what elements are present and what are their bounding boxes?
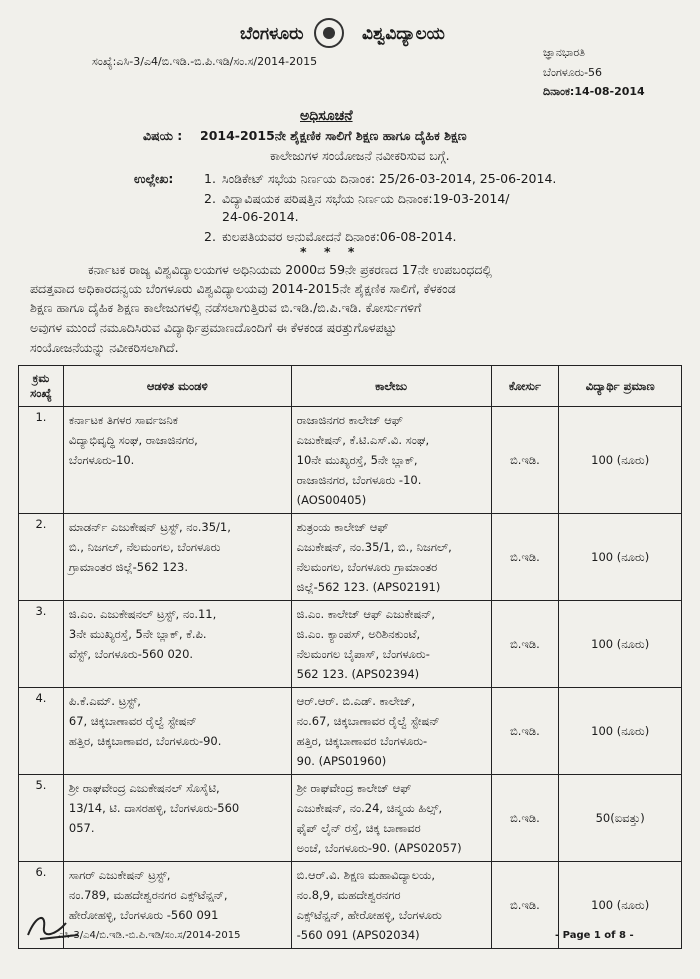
reference-item-3-text: ಕುಲಪತಿಯವರ ಅನುಮೋದನೆ ದಿನಾಂಕ:06-08-2014. bbox=[222, 229, 457, 244]
management-line: ಬಿ., ನಿಜಗಲ್, ನೆಲಮಂಗಲ, ಬೆಂಗಳೂರು bbox=[68, 540, 221, 554]
table-row bbox=[19, 407, 682, 514]
college-line: 562 123. (APS02394) bbox=[296, 667, 420, 681]
management-line: ಬೆಂಗಳೂರು-10. bbox=[68, 453, 135, 467]
row-course: ಬಿ.ಇಡಿ. bbox=[491, 775, 559, 862]
body-line-3: ಶಿಕ್ಷಣ ಹಾಗೂ ದೈಹಿಕ ಶಿಕ್ಷಣ ಕಾಲೇಜುಗಳಲ್ಲಿ ನಡೆಸಲಾಗುತ್ತಿರುವ ಬಿ.ಇಡಿ./ಬಿ.ಪಿ.ಇಡಿ. ಕೋರ್ಸುಗಳಿಗೆ bbox=[30, 300, 422, 315]
header-intake: ವಿದ್ಯಾರ್ಥಿ ಪ್ರಮಾಣ bbox=[559, 366, 682, 407]
row-serial: 1. bbox=[19, 407, 64, 514]
row-intake: 100 (ನೂರು) bbox=[559, 514, 682, 601]
college-line: ನಂ.8,9, ಮಹದೇಶ್ವರನಗರ bbox=[296, 888, 401, 902]
college-line: 10ನೇ ಮುಖ್ಯರಸ್ತೆ, 5ನೇ ಬ್ಲಾಕ್, bbox=[296, 453, 418, 467]
management-line: ಮಾಡರ್ನ್ ಎಜುಕೇಷನ್ ಟ್ರಸ್ಟ್, ನಂ.35/1, bbox=[68, 520, 231, 534]
document-date: ದಿನಾಂಕ:14-08-2014 bbox=[543, 85, 645, 98]
college-line: ಎಜುಕೇಷನ್, ಕೆ.ಟಿ.ಎಸ್.ವಿ. ಸಂಘ, bbox=[296, 433, 430, 447]
colleges-table bbox=[18, 365, 682, 949]
college-line: ಅಂಚೆ, ಬೆಂಗಳೂರು-90. (APS02057) bbox=[296, 841, 462, 855]
college-line: (AOS00405) bbox=[296, 493, 367, 507]
table-header-row bbox=[19, 366, 682, 407]
table-row bbox=[19, 775, 682, 862]
row-college bbox=[291, 407, 491, 514]
college-line: ಶ್ರೀ ರಾಘವೇಂದ್ರ ಕಾಲೇಜ್ ಆಫ್ bbox=[296, 781, 412, 795]
college-line: ಫೈಪ್ ಲೈನ್ ರಸ್ತೆ, ಚಿಕ್ಕ ಬಾಣಾವರ bbox=[296, 821, 421, 835]
college-line: ಜಿ.ಎಂ. ಕಾಲೇಜ್ ಆಫ್ ಎಜುಕೇಷನ್, bbox=[296, 607, 436, 621]
row-course: ಬಿ.ಇಡಿ. bbox=[491, 688, 559, 775]
university-emblem-icon bbox=[314, 18, 344, 48]
row-intake: 50(ಐವತ್ತು) bbox=[559, 775, 682, 862]
college-line: -560 091 (APS02034) bbox=[296, 928, 420, 942]
college-line: ರಾಜಾಜಿನಗರ, ಬೆಂಗಳೂರು -10. bbox=[296, 473, 422, 487]
college-line: ಎಜುಕೇಷನ್, ನಂ.24, ಚಿನ್ಮಯ ಹಿಲ್ಸ್, bbox=[296, 801, 443, 815]
college-line: ಜಿಲ್ಲೆ-562 123. (APS02191) bbox=[296, 580, 441, 594]
row-intake: 100 (ನೂರು) bbox=[559, 688, 682, 775]
college-line: ನೆಲಮಂಗಲ, ಬೆಂಗಳೂರು ಗ್ರಾಮಾಂತರ bbox=[296, 560, 438, 574]
management-line: ಹತ್ತಿರ, ಚಿಕ್ಕಬಾಣಾವರ, ಬೆಂಗಳೂರು-90. bbox=[68, 734, 222, 748]
footer-reference: ಎಸಿ-3/ಎ4/ಬಿ.ಇಡಿ.-ಬಿ.ಪಿ.ಇಡಿ/ಸಂ.ಸ/2014-2015 bbox=[58, 930, 241, 941]
management-line: ಕರ್ನಾಟಕ ತಿಗಳರ ಸಾರ್ವಜನಿಕ bbox=[68, 413, 178, 427]
table-row bbox=[19, 688, 682, 775]
table-row bbox=[19, 514, 682, 601]
header-serial: ಕ್ರಮ ಸಂಖ್ಯೆ bbox=[19, 366, 64, 407]
management-line: ಸಾಗರ್ ಎಜುಕೇಷನ್ ಟ್ರಸ್ಟ್, bbox=[68, 868, 171, 882]
body-line-1: ಕರ್ನಾಟಕ ರಾಜ್ಯ ವಿಶ್ವವಿದ್ಯಾಲಯಗಳ ಅಧಿನಿಯಮ 2000ದ 59ನೇ ಪ್ರಕರಣದ 17ನೇ ಉಪಬಂಧದಲ್ಲಿ bbox=[88, 262, 492, 277]
row-management bbox=[63, 688, 291, 775]
row-serial: 2. bbox=[19, 514, 64, 601]
reference-item-3-num: 2. bbox=[204, 229, 216, 244]
header-college: ಕಾಲೇಜು bbox=[291, 366, 491, 407]
management-line: ಗ್ರಾಮಾಂತರ ಜಿಲ್ಲೆ-562 123. bbox=[68, 560, 189, 574]
body-line-4: ಅವುಗಳ ಮುಂದೆ ನಮೂದಿಸಿರುವ ವಿದ್ಯಾರ್ಥಿಪ್ರಮಾಣದೊಂದಿಗೆ ಈ ಕೆಳಕಂಡ ಷರತ್ತುಗೊಳಪಟ್ಟು bbox=[30, 320, 397, 335]
row-course: ಬಿ.ಇಡಿ. bbox=[491, 601, 559, 688]
management-line: ಜಿ.ಎಂ. ಎಜುಕೇಷನಲ್ ಟ್ರಸ್ಟ್, ನಂ.11, bbox=[68, 607, 217, 621]
body-line-2: ಪದತ್ತವಾದ ಅಧಿಕಾರದನ್ವಯ ಬೆಂಗಳೂರು ವಿಶ್ವವಿದ್ಯಾಲಯವು 2014-2015ನೇ ಶೈಕ್ಷಣಿಕ ಸಾಲಿಗೆ, ಕೆಳಕಂಡ bbox=[30, 281, 456, 296]
management-line: 057. bbox=[68, 821, 95, 835]
management-line: ವಿದ್ಯಾಭಿವೃದ್ಧಿ ಸಂಘ, ರಾಜಾಜಿನಗರ, bbox=[68, 433, 198, 447]
management-line: ವೆಸ್ಟ್, ಬೆಂಗಳೂರು-560 020. bbox=[68, 647, 194, 661]
row-college bbox=[291, 775, 491, 862]
row-course: ಬಿ.ಇಡಿ. bbox=[491, 514, 559, 601]
separator-stars: * * * bbox=[300, 244, 355, 259]
reference-item-1-text: ಸಿಂಡಿಕೇಟ್ ಸಭೆಯ ನಿರ್ಣಯ ದಿನಾಂಕ: 25/26-03-2014, 25-06-2014. bbox=[222, 171, 557, 186]
row-serial: 4. bbox=[19, 688, 64, 775]
reference-item-2-num: 2. bbox=[204, 191, 216, 206]
row-intake: 100 (ನೂರು) bbox=[559, 862, 682, 949]
university-name-left: ಬೆಂಗಳೂರು bbox=[240, 24, 304, 44]
header-course: ಕೋರ್ಸು bbox=[491, 366, 559, 407]
row-serial: 5. bbox=[19, 775, 64, 862]
reference-label: ಉಲ್ಲೇಖ: bbox=[134, 171, 174, 186]
college-line: ಎಜುಕೇಷನ್, ನಂ.35/1, ಬಿ., ನಿಜಗಲ್, bbox=[296, 540, 452, 554]
college-line: ಹತ್ತಿರ, ಚಿಕ್ಕಬಾಣಾವರ ಬೆಂಗಳೂರು- bbox=[296, 734, 428, 748]
row-college bbox=[291, 862, 491, 949]
row-serial: 6. bbox=[19, 862, 64, 949]
college-line: ಶುತ್ರಂಯ ಕಾಲೇಜ್ ಆಫ್ bbox=[296, 520, 389, 534]
address-line-2: ಬೆಂಗಳೂರು-56 bbox=[543, 66, 603, 79]
management-line: ಹೇರೋಹಳ್ಳಿ, ಬೆಂಗಳೂರು -560 091 bbox=[68, 908, 219, 922]
college-line: ನೆಲಮಂಗಲ ಬೈಪಾಸ್, ಬೆಂಗಳೂರು- bbox=[296, 647, 430, 661]
row-course: ಬಿ.ಇಡಿ. bbox=[491, 862, 559, 949]
row-intake: 100 (ನೂರು) bbox=[559, 601, 682, 688]
college-line: ಆರ್.ಆರ್. ಬಿ.ಎಡ್. ಕಾಲೇಜ್, bbox=[296, 694, 416, 708]
college-line: ರಾಜಾಜಿನಗರ ಕಾಲೇಜ್ ಆಫ್ bbox=[296, 413, 403, 427]
management-line: 67, ಚಿಕ್ಕಬಾಣಾವರ ರೈಲ್ವೆ ಸ್ಟೇಷನ್ bbox=[68, 714, 197, 728]
college-line: 90. (APS01960) bbox=[296, 754, 387, 768]
management-line: ಪಿ.ಕೆ.ಎಮ್. ಟ್ರಸ್ಟ್, bbox=[68, 694, 141, 708]
notification-title: ಅಧಿಸೂಚನೆ bbox=[300, 108, 353, 124]
row-management bbox=[63, 775, 291, 862]
management-line: 3ನೇ ಮುಖ್ಯರಸ್ತೆ, 5ನೇ ಬ್ಲಾಕ್, ಕೆ.ಪಿ. bbox=[68, 627, 207, 641]
row-college bbox=[291, 601, 491, 688]
body-line-5: ಸಂಯೋಜನೆಯನ್ನು ನವೀಕರಿಸಲಾಗಿದೆ. bbox=[30, 340, 179, 355]
reference-item-2-text: ವಿದ್ಯಾವಿಷಯಕ ಪರಿಷತ್ತಿನ ಸಭೆಯ ನಿರ್ಣಯ ದಿನಾಂಕ:19-03-2014/ bbox=[222, 191, 510, 206]
reference-item-1-num: 1. bbox=[204, 171, 216, 186]
row-intake: 100 (ನೂರು) bbox=[559, 407, 682, 514]
table-row bbox=[19, 601, 682, 688]
college-line: ಎಕ್ಸ್‌ಟೆನ್ಷನ್, ಹೇರೋಹಳ್ಳಿ, ಬೆಂಗಳೂರು bbox=[296, 908, 442, 922]
university-name-right: ವಿಶ್ವವಿದ್ಯಾಲಯ bbox=[362, 24, 445, 44]
row-management bbox=[63, 407, 291, 514]
college-line: ಜಿ.ಎಂ. ಕ್ಯಾಂಪಸ್, ಅರಿಶಿನಕುಂಟೆ, bbox=[296, 627, 421, 641]
row-college bbox=[291, 688, 491, 775]
header-management: ಆಡಳಿತ ಮಂಡಳಿ bbox=[63, 366, 291, 407]
reference-item-2-text-cont: 24-06-2014. bbox=[222, 209, 299, 224]
subject-label: ವಿಷಯ : bbox=[143, 128, 183, 143]
management-line: 13/14, ಟಿ. ದಾಸರಹಳ್ಳಿ, ಬೆಂಗಳೂರು-560 bbox=[68, 801, 240, 815]
subject-line-1: 2014-2015ನೇ ಶೈಕ್ಷಣಿಕ ಸಾಲಿಗೆ ಶಿಕ್ಷಣ ಹಾಗೂ ದೈಹಿಕ ಶಿಕ್ಷಣ bbox=[200, 128, 467, 143]
college-line: ಬಿ.ಆರ್.ವಿ. ಶಿಕ್ಷಣ ಮಹಾವಿದ್ಯಾಲಯ, bbox=[296, 868, 436, 882]
page-number: - Page 1 of 8 - bbox=[555, 930, 634, 941]
college-line: ನಂ.67, ಚಿಕ್ಕಬಾಣಾವರ ರೈಲ್ವೆ ಸ್ಟೇಷನ್ bbox=[296, 714, 440, 728]
row-management bbox=[63, 514, 291, 601]
row-management bbox=[63, 601, 291, 688]
subject-line-2: ಕಾಲೇಜುಗಳ ಸಂಯೋಜನೆ ನವೀಕರಿಸುವ ಬಗ್ಗೆ. bbox=[270, 148, 450, 163]
row-serial: 3. bbox=[19, 601, 64, 688]
row-course: ಬಿ.ಇಡಿ. bbox=[491, 407, 559, 514]
row-college bbox=[291, 514, 491, 601]
reference-number: ಸಂಖ್ಯೆ:ಎಸಿ-3/ಎ4/ಬಿ.ಇಡಿ.-ಬಿ.ಪಿ.ಇಡಿ/ಸಂ.ಸ/2014-2015 bbox=[92, 55, 318, 68]
address-line-1: ಜ್ಞಾನಭಾರತಿ bbox=[543, 46, 585, 59]
management-line: ಶ್ರೀ ರಾಘವೇಂದ್ರ ಎಜುಕೇಷನಲ್ ಸೊಸೈಟಿ, bbox=[68, 781, 220, 795]
management-line: ನಂ.789, ಮಹದೇಶ್ವರನಗರ ಎಕ್ಸ್‌ಟೆನ್ಷನ್, bbox=[68, 888, 228, 902]
